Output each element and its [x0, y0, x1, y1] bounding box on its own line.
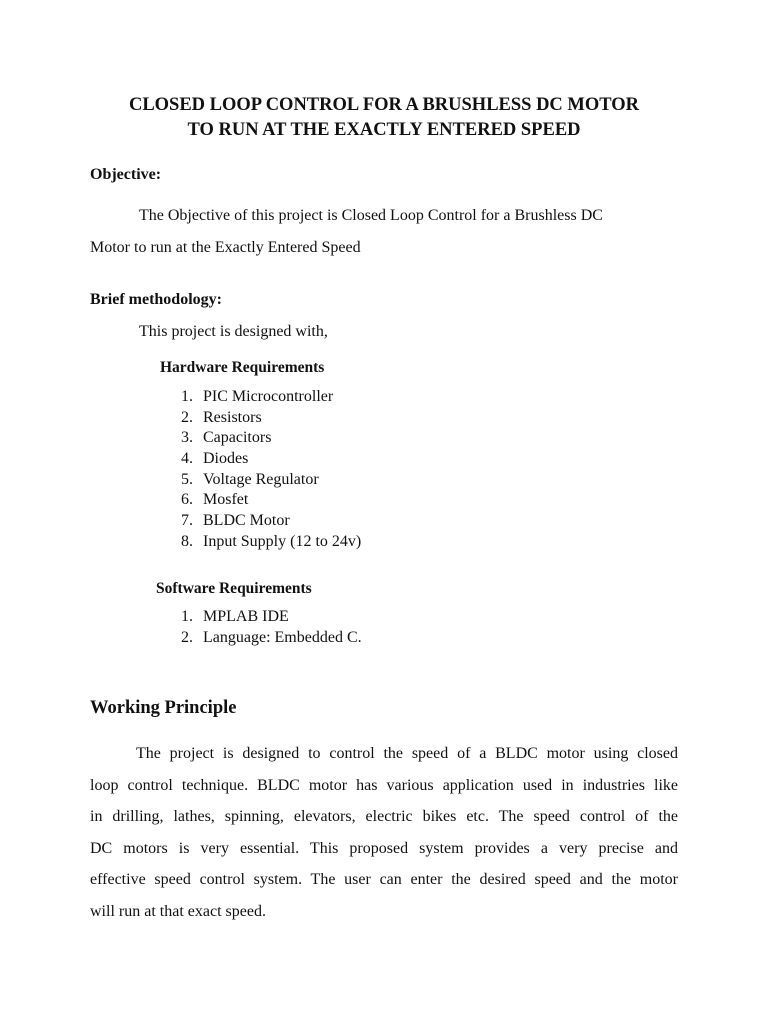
list-item: 7. BLDC Motor [181, 512, 290, 530]
list-item: 1. MPLAB IDE [181, 608, 289, 625]
list-item: 5. Voltage Regulator [181, 470, 319, 488]
objective-line-2: Motor to run at the Exactly Entered Speed [90, 239, 361, 256]
paragraph-line: The project is designed to control the speed of a BLDC motor using closed [136, 745, 678, 762]
objective-heading: Objective: [90, 166, 162, 183]
list-item: 2. Language: Embedded C. [181, 628, 362, 646]
working-principle-paragraph [90, 744, 678, 934]
hardware-list [181, 387, 361, 553]
methodology-heading: Brief methodology: [90, 291, 222, 308]
methodology-intro: This project is designed with, [139, 323, 328, 340]
list-item: 2. Resistors [181, 408, 262, 426]
software-heading: Software Requirements [156, 580, 312, 597]
working-principle-heading: Working Principle [90, 698, 237, 718]
list-item: 6. Mosfet [181, 491, 249, 509]
list-item: 1. PIC Microcontroller [181, 388, 334, 405]
objective-line-1: The Objective of this project is Closed Loop Control for a Brushless DC [139, 207, 603, 224]
software-list [181, 607, 362, 648]
list-item: 3. Capacitors [181, 429, 272, 447]
paragraph-line: DC motors is very essential. This proposed system provides a very precise and [90, 839, 678, 857]
hardware-heading: Hardware Requirements [160, 359, 325, 376]
paragraph-line: will run at that exact speed. [90, 902, 266, 920]
list-item: 4. Diodes [181, 450, 249, 468]
list-item: 8. Input Supply (12 to 24v) [181, 532, 362, 550]
title-line-1: CLOSED LOOP CONTROL FOR A BRUSHLESS DC MOTOR [128, 95, 640, 115]
title-line-2: TO RUN AT THE EXACTLY ENTERED SPEED [187, 120, 581, 140]
paragraph-line: effective speed control system. The user can enter the desired speed and the motor [90, 871, 678, 889]
paragraph-line: loop control technique. BLDC motor has various application used in industries like [90, 776, 678, 794]
paragraph-line: in drilling, lathes, spinning, elevators, electric bikes etc. The speed control of the [90, 808, 678, 826]
